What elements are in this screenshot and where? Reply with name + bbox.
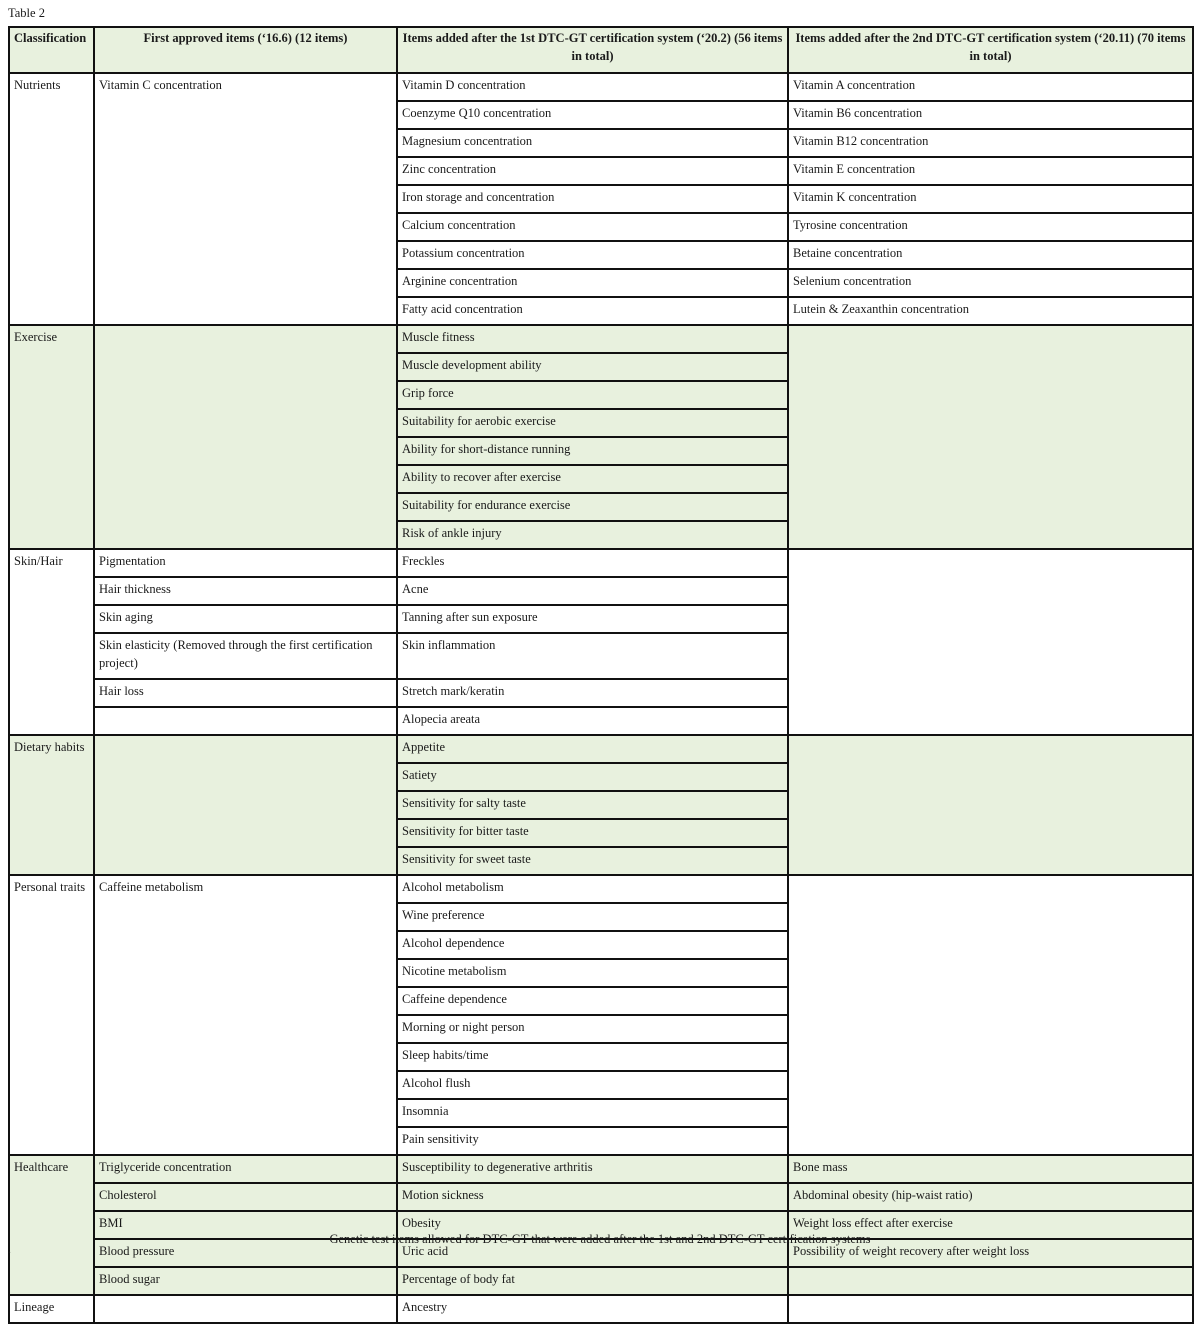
classification-cell: Exercise	[9, 325, 94, 549]
first-item-cell: Pigmentation	[94, 549, 397, 577]
table-row	[9, 1267, 1193, 1295]
second-item-cell: Iron storage and concentration	[397, 185, 788, 213]
table-row	[9, 1155, 1193, 1183]
first-item-cell: Caffeine metabolism	[94, 875, 397, 1155]
first-item-cell: Blood pressure	[94, 1239, 397, 1267]
second-item-cell: Zinc concentration	[397, 157, 788, 185]
second-item-cell: Insomnia	[397, 1099, 788, 1127]
second-item-cell: Alcohol metabolism	[397, 875, 788, 903]
classification-cell: Lineage	[9, 1295, 94, 1323]
second-item-cell: Caffeine dependence	[397, 987, 788, 1015]
second-item-cell: Susceptibility to degenerative arthritis	[397, 1155, 788, 1183]
table-row	[9, 1295, 1193, 1323]
third-empty-cell	[788, 1267, 1193, 1295]
third-empty-cell	[788, 325, 1193, 549]
footnote-mark: .	[8, 1242, 11, 1256]
classification-cell: Healthcare	[9, 1155, 94, 1295]
first-item-cell: Skin elasticity (Removed through the first certification project)	[94, 633, 397, 679]
second-item-cell: Obesity	[397, 1211, 788, 1239]
third-item-cell: Possibility of weight recovery after weight loss	[788, 1239, 1193, 1267]
second-item-cell: Muscle fitness	[397, 325, 788, 353]
first-empty-cell	[94, 707, 397, 735]
second-item-cell: Muscle development ability	[397, 353, 788, 381]
second-item-cell: Ability to recover after exercise	[397, 465, 788, 493]
first-item-cell: Hair loss	[94, 679, 397, 707]
third-item-cell: Bone mass	[788, 1155, 1193, 1183]
second-item-cell: Tanning after sun exposure	[397, 605, 788, 633]
second-item-cell: Alcohol flush	[397, 1071, 788, 1099]
second-item-cell: Suitability for aerobic exercise	[397, 409, 788, 437]
second-item-cell: Suitability for endurance exercise	[397, 493, 788, 521]
first-item-cell: Vitamin C concentration	[94, 73, 397, 325]
first-item-cell: Hair thickness	[94, 577, 397, 605]
header-second-certification: Items added after the 2nd DTC-GT certification system (‘20.11) (70 items in total)	[788, 27, 1193, 73]
first-item-cell: BMI	[94, 1211, 397, 1239]
second-item-cell: Calcium concentration	[397, 213, 788, 241]
second-item-cell: Nicotine metabolism	[397, 959, 788, 987]
header-first-certification: Items added after the 1st DTC-GT certification system (‘20.2) (56 items in total)	[397, 27, 788, 73]
second-item-cell: Alcohol dependence	[397, 931, 788, 959]
second-item-cell: Alopecia areata	[397, 707, 788, 735]
third-item-cell: Betaine concentration	[788, 241, 1193, 269]
table-row	[9, 1183, 1193, 1211]
second-item-cell: Pain sensitivity	[397, 1127, 788, 1155]
third-item-cell: Weight loss effect after exercise	[788, 1211, 1193, 1239]
third-item-cell: Lutein & Zeaxanthin concentration	[788, 297, 1193, 325]
first-item-cell: Triglyceride concentration	[94, 1155, 397, 1183]
table-row	[9, 325, 1193, 353]
header-classification: Classification	[9, 27, 94, 73]
header-row	[9, 27, 1193, 73]
second-item-cell: Sensitivity for bitter taste	[397, 819, 788, 847]
second-item-cell: Morning or night person	[397, 1015, 788, 1043]
third-item-cell: Selenium concentration	[788, 269, 1193, 297]
first-item-cell: Blood sugar	[94, 1267, 397, 1295]
second-item-cell: Potassium concentration	[397, 241, 788, 269]
first-empty-cell	[94, 735, 397, 875]
second-item-cell: Motion sickness	[397, 1183, 788, 1211]
second-item-cell: Skin inflammation	[397, 633, 788, 679]
classification-cell: Personal traits	[9, 875, 94, 1155]
second-item-cell: Appetite	[397, 735, 788, 763]
third-item-cell: Vitamin A concentration	[788, 73, 1193, 101]
second-item-cell: Sleep habits/time	[397, 1043, 788, 1071]
classification-cell: Skin/Hair	[9, 549, 94, 735]
classification-cell: Nutrients	[9, 73, 94, 325]
table-label: Table 2	[8, 6, 45, 20]
second-item-cell: Coenzyme Q10 concentration	[397, 101, 788, 129]
second-item-cell: Percentage of body fat	[397, 1267, 788, 1295]
second-item-cell: Arginine concentration	[397, 269, 788, 297]
third-item-cell: Tyrosine concentration	[788, 213, 1193, 241]
first-empty-cell	[94, 1295, 397, 1323]
classification-cell: Dietary habits	[9, 735, 94, 875]
header-first-approved: First approved items (‘16.6) (12 items)	[94, 27, 397, 73]
second-item-cell: Ancestry	[397, 1295, 788, 1323]
third-item-cell: Abdominal obesity (hip-waist ratio)	[788, 1183, 1193, 1211]
dtc-gt-items-table	[8, 26, 1194, 1324]
table-row	[9, 549, 1193, 577]
first-empty-cell	[94, 325, 397, 549]
third-empty-cell	[788, 735, 1193, 875]
second-item-cell: Ability for short-distance running	[397, 437, 788, 465]
second-item-cell: Fatty acid concentration	[397, 297, 788, 325]
first-item-cell: Skin aging	[94, 605, 397, 633]
third-empty-cell	[788, 1295, 1193, 1323]
second-item-cell: Stretch mark/keratin	[397, 679, 788, 707]
second-item-cell: Acne	[397, 577, 788, 605]
first-item-cell: Cholesterol	[94, 1183, 397, 1211]
second-item-cell: Magnesium concentration	[397, 129, 788, 157]
second-item-cell: Sensitivity for sweet taste	[397, 847, 788, 875]
third-item-cell: Vitamin B12 concentration	[788, 129, 1193, 157]
table-row	[9, 735, 1193, 763]
second-item-cell: Grip force	[397, 381, 788, 409]
second-item-cell: Sensitivity for salty taste	[397, 791, 788, 819]
table-body	[9, 73, 1193, 1323]
second-item-cell: Freckles	[397, 549, 788, 577]
second-item-cell: Vitamin D concentration	[397, 73, 788, 101]
third-item-cell: Vitamin K concentration	[788, 185, 1193, 213]
third-empty-cell	[788, 549, 1193, 735]
second-item-cell: Wine preference	[397, 903, 788, 931]
table-row	[9, 875, 1193, 903]
third-item-cell: Vitamin E concentration	[788, 157, 1193, 185]
second-item-cell: Satiety	[397, 763, 788, 791]
table-row	[9, 73, 1193, 101]
second-item-cell: Uric acid	[397, 1239, 788, 1267]
third-item-cell: Vitamin B6 concentration	[788, 101, 1193, 129]
table-caption: Genetic test items allowed for DTC-GT that were added after the 1st and 2nd DTC-GT certification systems	[329, 1232, 871, 1246]
second-item-cell: Risk of ankle injury	[397, 521, 788, 549]
third-empty-cell	[788, 875, 1193, 1155]
